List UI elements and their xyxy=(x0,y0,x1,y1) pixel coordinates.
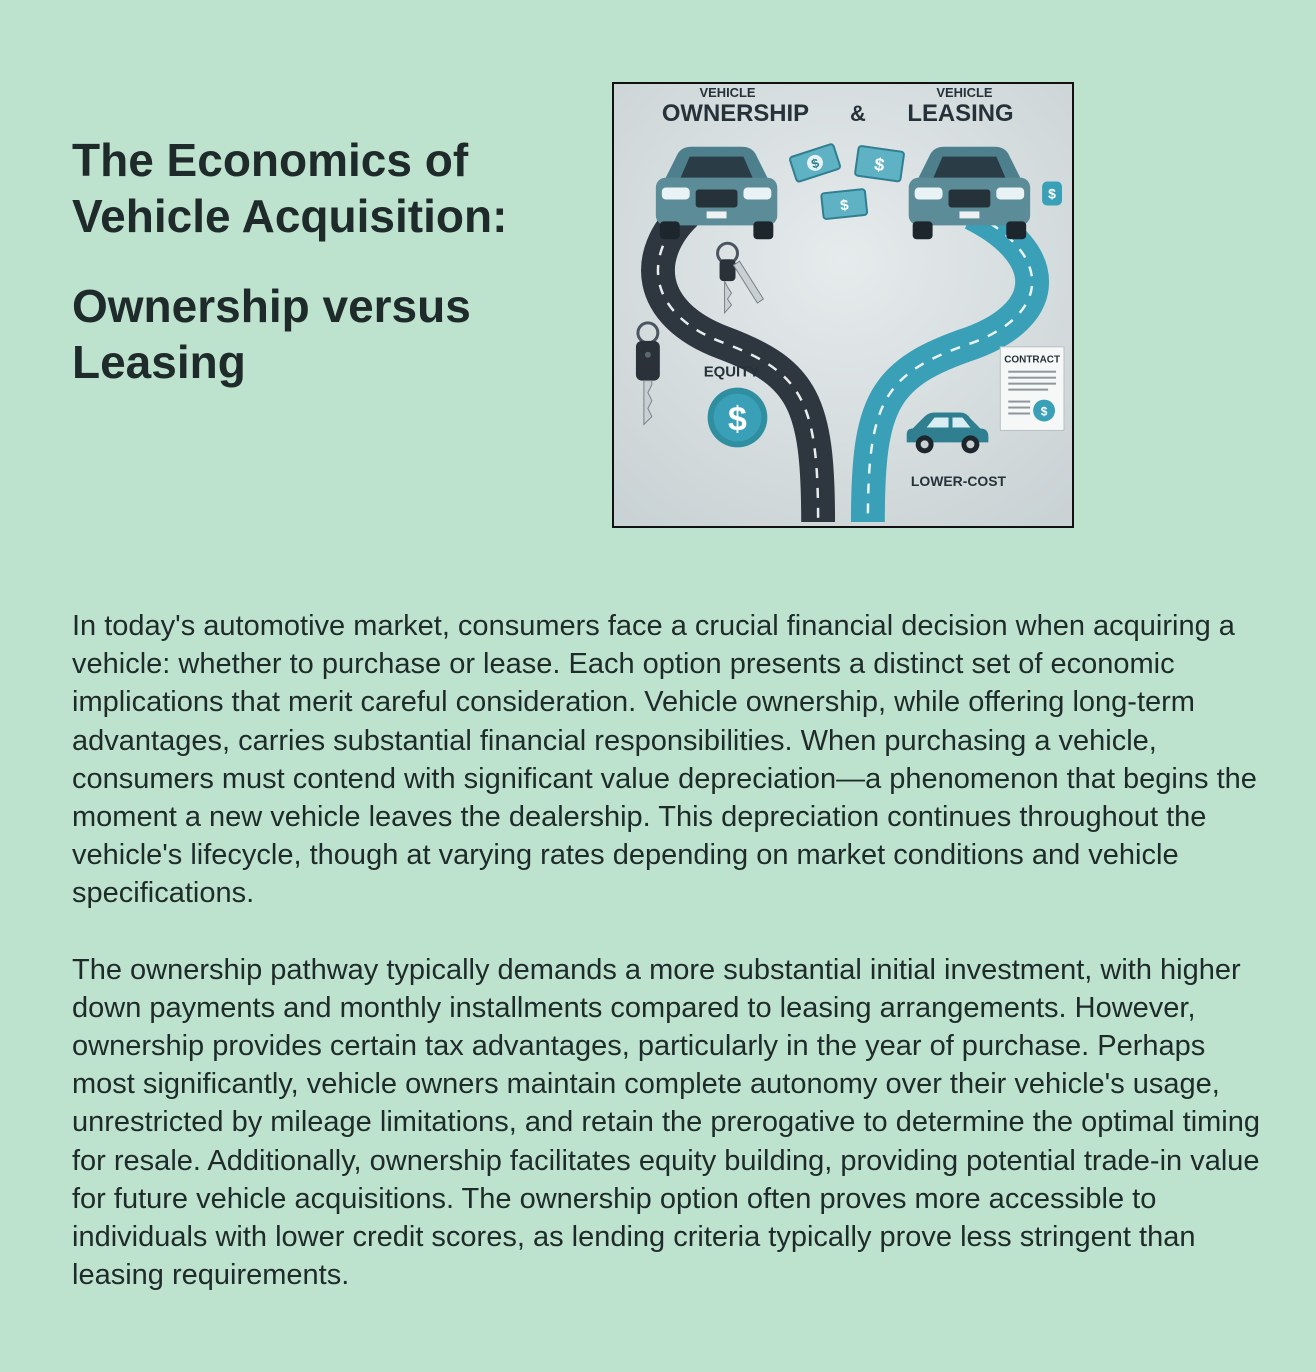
dollar-tag-icon xyxy=(1042,182,1062,206)
page-title: The Economics of Vehicle Acquisition: xyxy=(72,134,508,242)
svg-text:$: $ xyxy=(1040,404,1048,419)
svg-text:$: $ xyxy=(728,400,747,439)
article-body xyxy=(72,607,1262,1294)
label-ownership: OWNERSHIP xyxy=(661,99,810,127)
title-block xyxy=(72,132,572,390)
page-subtitle: Ownership versus Leasing xyxy=(72,280,471,388)
label-equity: EQUITY xyxy=(703,363,760,381)
label-contract: CONTRACT xyxy=(1004,354,1061,366)
illustration-svg xyxy=(614,84,1072,526)
svg-text:$: $ xyxy=(1048,185,1056,202)
svg-text:$: $ xyxy=(839,196,850,215)
label-lower-cost: LOWER-COST xyxy=(910,473,1007,490)
label-vehicle-right: VEHICLE xyxy=(936,84,993,100)
ownership-vs-leasing-illustration xyxy=(612,82,1074,528)
paragraph: In today's automotive market, consumers face a crucial financial decision when acquiring a vehicle: whether to purchase or lease. Each option presents a distinct set of economic implications that merit careful consideration. Vehicle ownership, while offering long-term advantages, carries substantial financial responsibilities. When purchasing a vehicle, consumers must contend with significant value depreciation—a phenomenon that begins the moment a new vehicle leaves the dealership. This depreciation continues throughout the vehicle's lifecycle, though at varying rates depending on market conditions and vehicle specifications. xyxy=(72,610,1257,910)
dollar-bill-icon xyxy=(821,189,867,219)
contract-document-icon xyxy=(1000,347,1064,431)
label-ampersand: & xyxy=(850,100,866,126)
label-leasing: LEASING xyxy=(907,99,1014,127)
svg-text:$: $ xyxy=(873,154,886,176)
label-vehicle-left: VEHICLE xyxy=(699,84,756,100)
svg-text:$: $ xyxy=(809,155,821,172)
equity-coin-icon xyxy=(708,388,768,448)
paragraph: The ownership pathway typically demands a more substantial initial investment, with higher down payments and monthly installments compared to leasing arrangements. However, ownership provides certain tax advantages, particularly in the year of purchase. Perhaps most significantly, vehicle owners maintain complete autonomy over their vehicle's usage, unrestricted by mileage limitations, and retain the prerogative to determine the optimal timing for resale. Additionally, ownership facilitates equity building, providing potential trade-in value for future vehicle acquisitions. The ownership option often proves more accessible to individuals with lower credit scores, as lending criteria typically prove less stringent than leasing requirements. xyxy=(72,953,1260,1292)
dollar-bill-icon xyxy=(855,146,905,182)
